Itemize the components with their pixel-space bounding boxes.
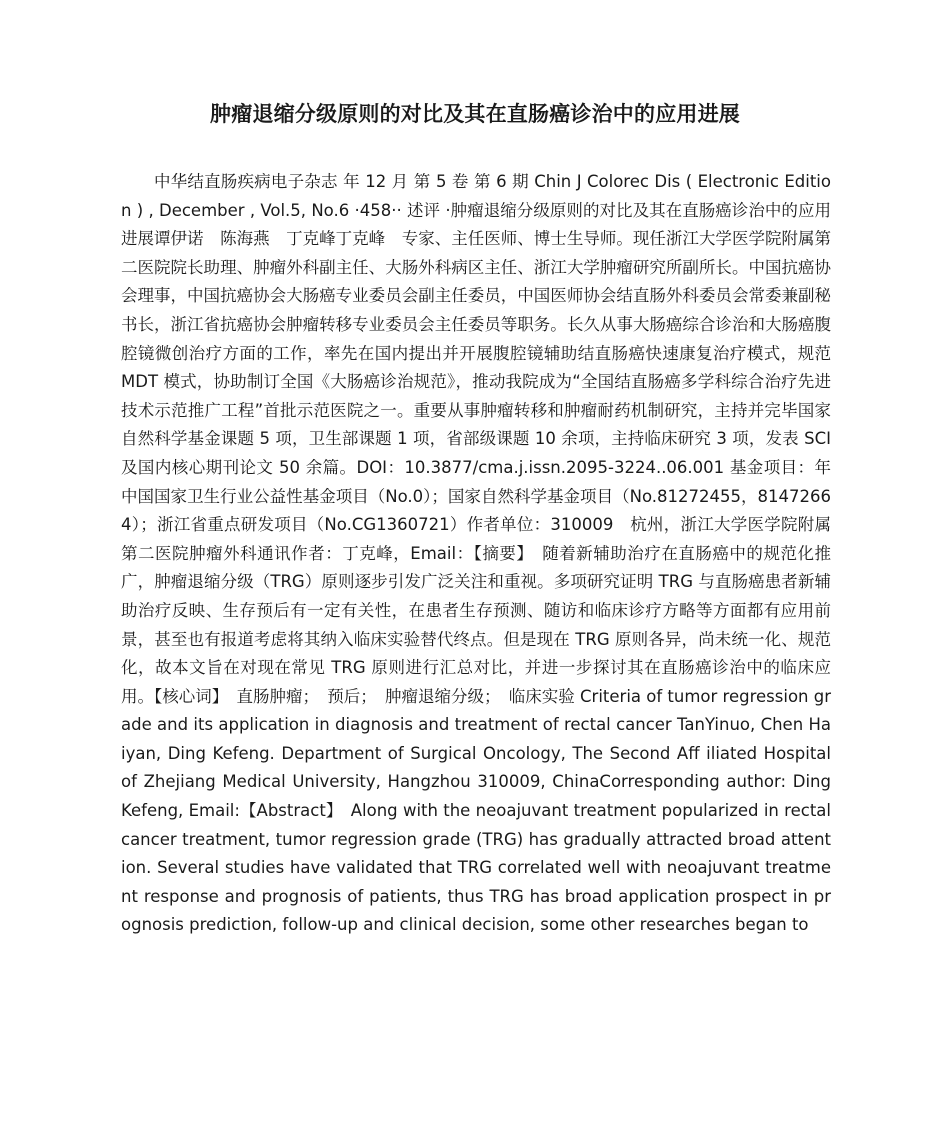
document-title: 肿瘤退缩分级原则的对比及其在直肠癌诊治中的应用进展: [210, 102, 740, 126]
document-body-text: 中华结直肠疾病电子杂志 年 12 月 第 5 卷 第 6 期 Chin J Colorec Dis ( Electronic Edition ) , December , Vol.5, No.6 ·458·· 述评 ·肿瘤退缩分级原则的对比及其在直肠癌诊治中的应用进展谭伊诺 陈海燕 丁克峰丁克峰 专家、主任医师、博士生导师。现任浙江大学医学院附属第二医院院长助理、肿瘤外科副主任、大肠外科病区主任、浙江大学肿瘤研究所副所长。中国抗癌协会理事，中国抗癌协会大肠癌专业委员会副主任委员，中国医师协会结直肠外科委员会常委兼副秘书长，浙江省抗癌协会肿瘤转移专业委员会主任委员等职务。长久从事大肠癌综合诊治和大肠癌腹腔镜微创治疗方面的工作，率先在国内提出并开展腹腔镜辅助结直肠癌快速康复治疗模式，规范 MDT 模式，协助制订全国《大肠癌诊治规范》，推动我院成为“全国结直肠癌多学科综合治疗先进技术示范推广工程”首批示范医院之一。重要从事肿瘤转移和肿瘤耐药机制研究，主持并完毕国家自然科学基金课题 5 项，卫生部课题 1 项，省部级课题 10 余项，主持临床研究 3 项，发表 SCI 及国内核心期刊论文 50 余篇。DOI：10.3877/cma.j.issn.2095-3224..06.001 基金项目：年中国国家卫生行业公益性基金项目（No.0）；国家自然科学基金项目（No.81272455，81472664）；浙江省重点研发项目（No.CG1360721）作者单位：310009 杭州，浙江大学医学院附属第二医院肿瘤外科通讯作者：丁克峰，Email：【摘要】 随着新辅助治疗在直肠癌中的规范化推广，肿瘤退缩分级（TRG）原则逐步引发广泛关注和重视。多项研究证明 TRG 与直肠癌患者新辅助治疗反映、生存预后有一定有关性，在患者生存预测、随访和临床诊疗方略等方面都有应用前景，甚至也有报道考虑将其纳入临床实验替代终点。但是现在 TRG 原则各异，尚未统一化、规范化，故本文旨在对现在常见 TRG 原则进行汇总对比，并进一步探讨其在直肠癌诊治中的临床应用。【核心词】 直肠肿瘤； 预后； 肿瘤退缩分级； 临床实验 Criteria of tumor regression grade and its application in diagnosis and treatment of rectal cancer TanYinuo, Chen Haiyan, Ding Kefeng. Department of Surgical Oncology, The Second Aff iliated Hospital of Zhejiang Medical University, Hangzhou 310009, ChinaCorresponding author: Ding Kefeng, Email:【Abstract】 Along with the neoajuvant treatment popularized in rectal cancer treatment, tumor regression grade (TRG) has gradually attracted broad attention. Several studies have validated that TRG correlated well with neoajuvant treatment response and prognosis of patients, thus TRG has broad application prospect in prognosis prediction, follow-up and clinical decision, some other researches began to: [121, 172, 831, 935]
